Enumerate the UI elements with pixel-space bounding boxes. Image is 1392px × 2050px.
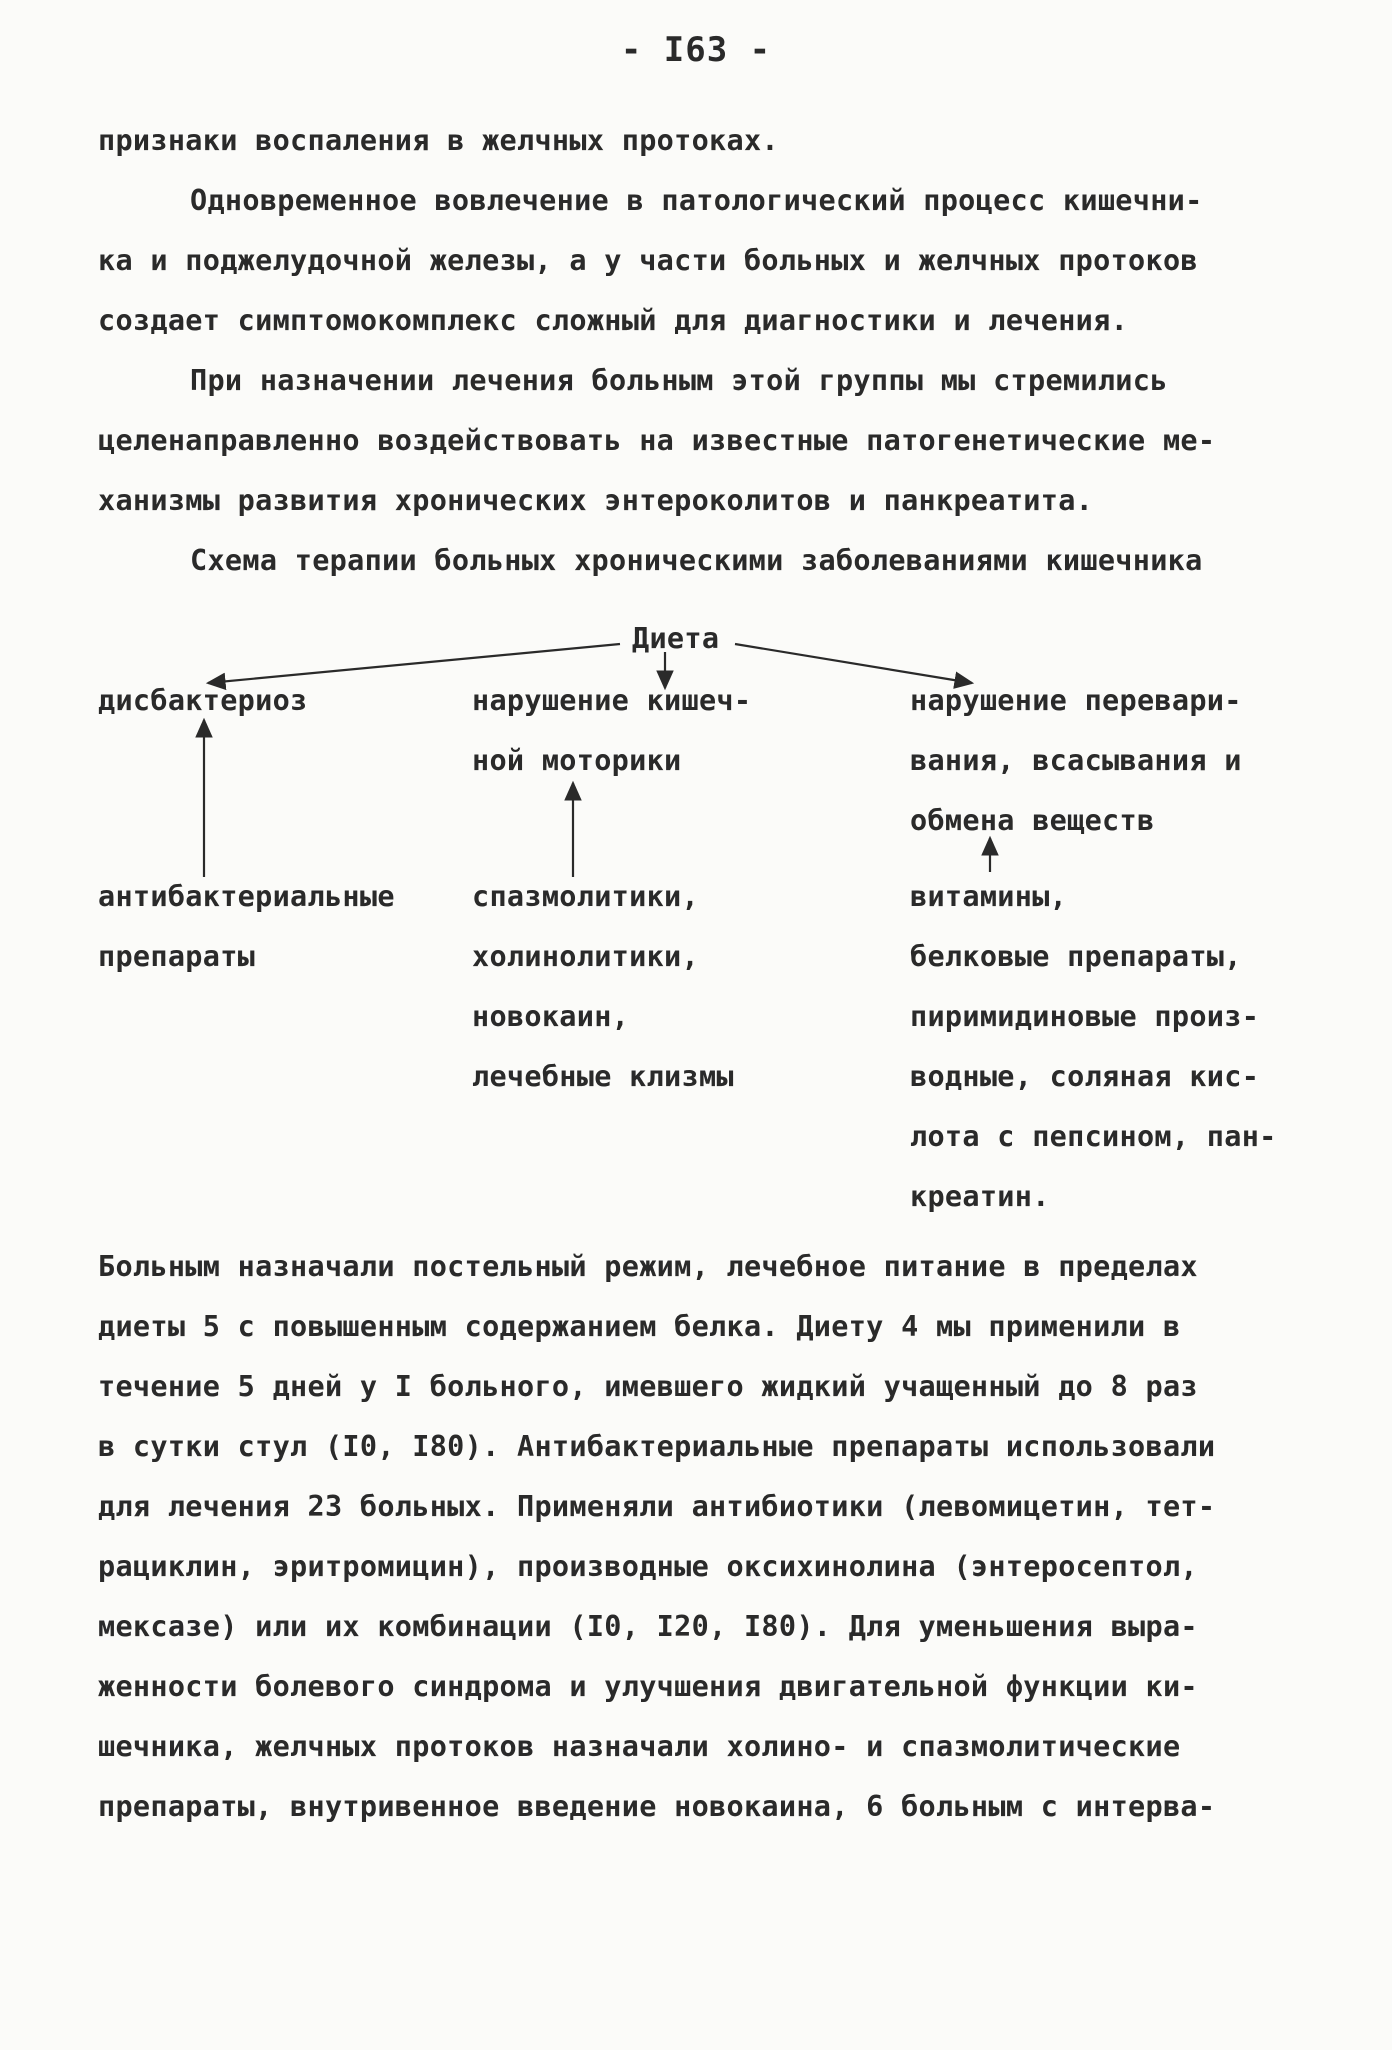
treatment-digestion-line: лота с пепсином, пан- bbox=[910, 1120, 1277, 1153]
text-line: шечника, желчных протоков назначали холино- и спазмолитические bbox=[98, 1730, 1181, 1763]
text-line: рациклин, эритромицин), производные оксихинолина (энтеросептол, bbox=[98, 1550, 1198, 1583]
treatment-digestion-line: креатин. bbox=[910, 1180, 1050, 1213]
text-line: целенаправленно воздействовать на известные патогенетические ме- bbox=[98, 424, 1216, 457]
page-number: - I63 - bbox=[620, 30, 772, 70]
diet-node: Диета bbox=[632, 622, 720, 655]
treatment-digestion-line: пиримидиновые произ- bbox=[910, 1000, 1260, 1033]
text-line: признаки воспаления в желчных протоках. bbox=[98, 124, 779, 157]
text-line: диеты 5 с повышенным содержанием белка. Диету 4 мы применили в bbox=[98, 1310, 1181, 1343]
text-line: течение 5 дней у I больного, имевшего жидкий учащенный до 8 раз bbox=[98, 1370, 1198, 1403]
text-line: в сутки стул (I0, I80). Антибактериальные препараты использовали bbox=[98, 1430, 1216, 1463]
treatment-antibacterial-line: препараты bbox=[98, 940, 256, 973]
treatment-motility-line: новокаин, bbox=[472, 1000, 630, 1033]
text-line: ханизмы развития хронических энтероколитов и панкреатита. bbox=[98, 484, 1094, 517]
text-line: женности болевого синдрома и улучшения двигательной функции ки- bbox=[98, 1670, 1198, 1703]
treatment-digestion-line: белковые препараты, bbox=[910, 940, 1242, 973]
target-dysbacteriosis: дисбактериоз bbox=[98, 684, 308, 717]
text-line: Одновременное вовлечение в патологический процесс кишечни- bbox=[190, 184, 1203, 217]
text-line: препараты, внутривенное введение новокаина, 6 больным с интерва- bbox=[98, 1790, 1216, 1823]
treatment-digestion-line: водные, соляная кис- bbox=[910, 1060, 1260, 1093]
target-motility-line: нарушение кишеч- bbox=[472, 684, 752, 717]
treatment-motility-line: лечебные клизмы bbox=[472, 1060, 734, 1093]
text-line: При назначении лечения больным этой группы мы стремились bbox=[190, 364, 1168, 397]
target-digestion-line: обмена веществ bbox=[910, 804, 1155, 837]
target-digestion-line: нарушение перевари- bbox=[910, 684, 1242, 717]
text-line: создает симптомокомплекс сложный для диагностики и лечения. bbox=[98, 304, 1129, 337]
arrow-to-dysbacteriosis bbox=[208, 644, 620, 683]
arrow-to-digestion bbox=[735, 644, 972, 683]
treatment-antibacterial-line: антибактериальные bbox=[98, 880, 395, 913]
treatment-digestion-line: витамины, bbox=[910, 880, 1068, 913]
text-line: мексазе) или их комбинации (I0, I20, I80). Для уменьшения выра- bbox=[98, 1610, 1198, 1643]
target-digestion-line: вания, всасывания и bbox=[910, 744, 1242, 777]
treatment-motility-line: холинолитики, bbox=[472, 940, 699, 973]
text-line: Больным назначали постельный режим, лечебное питание в пределах bbox=[98, 1250, 1198, 1283]
target-motility-line: ной моторики bbox=[472, 744, 682, 777]
text-line: для лечения 23 больных. Применяли антибиотики (левомицетин, тет- bbox=[98, 1490, 1216, 1523]
text-line: ка и поджелудочной железы, а у части больных и желчных протоков bbox=[98, 244, 1198, 277]
treatment-motility-line: спазмолитики, bbox=[472, 880, 699, 913]
scheme-title: Схема терапии больных хроническими заболеваниями кишечника bbox=[190, 544, 1203, 577]
